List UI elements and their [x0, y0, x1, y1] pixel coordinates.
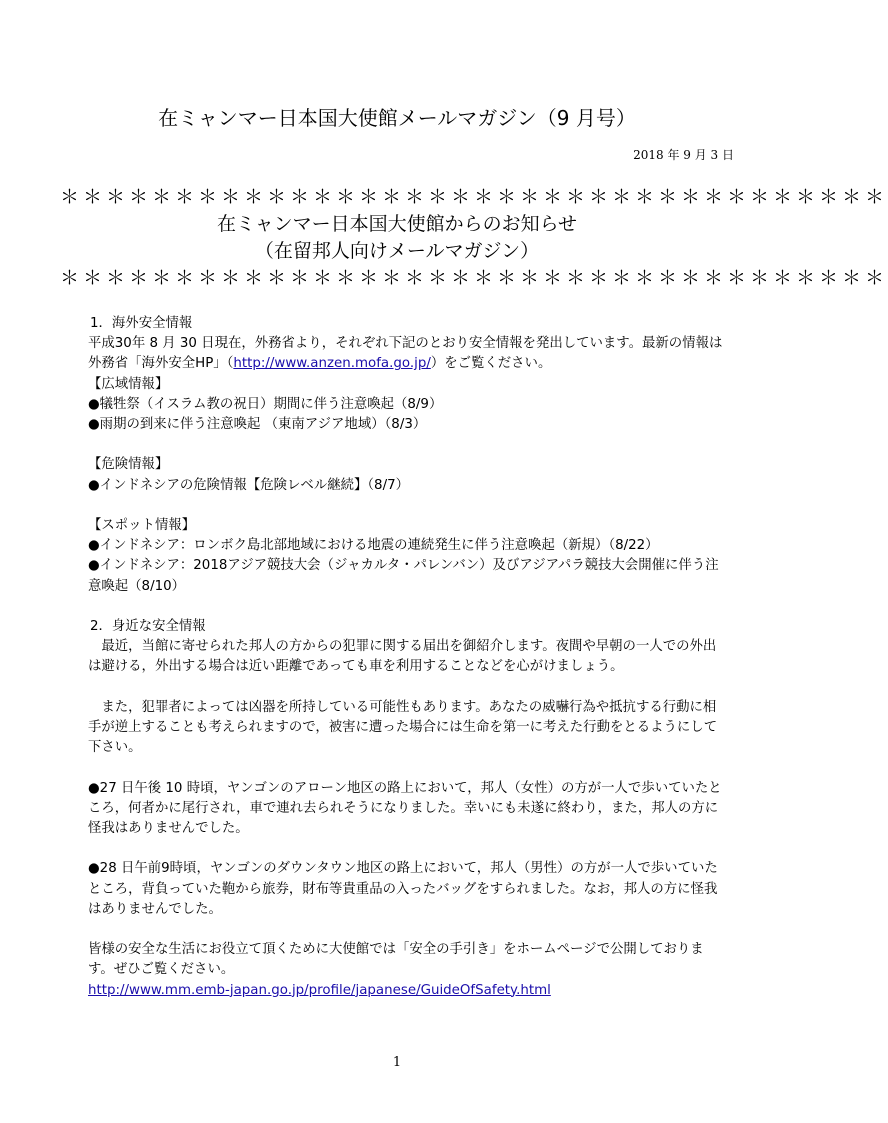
issue-date: 2018 年 9 月 3 日 — [633, 148, 734, 162]
intro-text-a: 平成30年 8 月 30 日現在，外務省より，それぞれ下記のとおり安全情報を発出しています。最新の情報は外務省「海外安全HP」（ — [88, 336, 723, 372]
section-1-intro — [88, 334, 728, 374]
section-2-heading: 2．身近な安全情報 — [90, 619, 206, 634]
incident-case-1: ●27 日午後 10 時頃，ヤンゴンのアローン地区の路上において，邦人（女性）の方が一人で歩いていたところ，何者かに尾行され，車で連れ去られそうになりました。幸いにも未遂に終わり，また，邦人の方に怪我はありませんでした。 — [88, 780, 722, 836]
document-title: 在ミャンマー日本国大使館メールマガジン（9 月号） — [158, 106, 636, 130]
section-2-para-2: また，犯罪者によっては凶器を所持している可能性もあります。あなたの威嚇行為や抵抗する行動に相手が逆上することも考えられますので，被害に遭った場合には生命を第一に考えた行動をとるようにして下さい。 — [88, 699, 718, 756]
safety-guide-link[interactable]: http://www.mm.emb-japan.go.jp/profile/japanese/GuideOfSafety.html — [88, 982, 551, 998]
banner-line-2: （在留邦人向けメールマガジン） — [254, 240, 540, 262]
danger-info-heading: 【危険情報】 — [88, 457, 169, 473]
wide-info-heading: 【広域情報】 — [88, 376, 169, 392]
page-number: 1 — [392, 1055, 402, 1070]
spot-info-heading: 【スポット情報】 — [88, 518, 196, 533]
anzen-link[interactable]: http://www.anzen.mofa.go.jp/ — [233, 356, 431, 372]
banner-stars-top: ＊＊＊＊＊＊＊＊＊＊＊＊＊＊＊＊＊＊＊＊＊＊＊＊＊＊＊＊＊＊＊＊＊＊＊＊ — [60, 186, 888, 208]
banner-stars-bottom: ＊＊＊＊＊＊＊＊＊＊＊＊＊＊＊＊＊＊＊＊＊＊＊＊＊＊＊＊＊＊＊＊＊＊＊＊ — [60, 267, 888, 289]
danger-info-item: ●インドネシアの危険情報【危険レベル継続】（8/7） — [88, 477, 409, 493]
document-body — [88, 314, 728, 1001]
intro-text-b: ）をご覧ください。 — [430, 356, 552, 372]
section-2-para-1: 最近，当館に寄せられた邦人の方からの犯罪に関する届出を御紹介します。夜間や早朝の一人での外出は避ける，外出する場合は近い距離であっても車を利用することなどを心がけましょう。 — [88, 639, 717, 675]
incident-case-2: ●28 日午前9時頃，ヤンゴンのダウンタウン地区の路上において，邦人（男性）の方が一人で歩いていたところ，背負っていた鞄から旅券，財布等貴重品の入ったバッグをすられました。なお，邦人の方に怪我はありませんでした。 — [88, 861, 718, 917]
closing-text: 皆様の安全な生活にお役立て頂くために大使館では「安全の手引き」をホームページで公開しております。ぜひご覧ください。 — [88, 942, 704, 978]
notice-banner — [60, 184, 888, 292]
spot-info-item: ●インドネシア：2018アジア競技大会（ジャカルタ・パレンバン）及びアジアパラ競技大会開催に伴う注意喚起（8/10） — [88, 558, 719, 594]
section-1-heading: 1．海外安全情報 — [90, 316, 193, 331]
spot-info-item: ●インドネシア：ロンボク島北部地域における地震の連続発生に伴う注意喚起（新規）（8/22） — [88, 538, 659, 554]
banner-line-1: 在ミャンマー日本国大使館からのお知らせ — [216, 213, 578, 235]
wide-info-item: ●雨期の到来に伴う注意喚起 （東南アジア地域）（8/3） — [88, 417, 427, 433]
wide-info-item: ●犠牲祭（イスラム教の祝日）期間に伴う注意喚起（8/9） — [88, 396, 443, 412]
